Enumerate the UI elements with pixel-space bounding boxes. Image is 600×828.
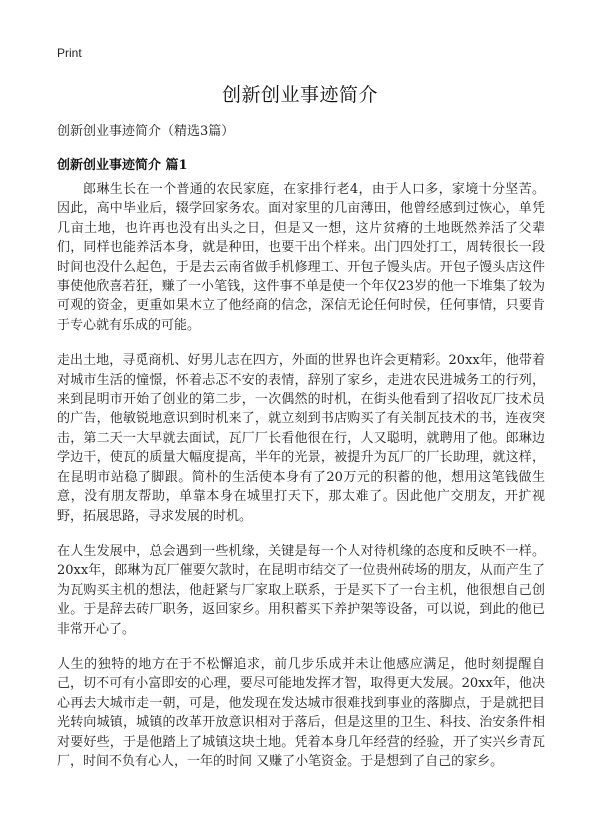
section-heading: 创新创业事迹简介 篇1 (57, 158, 188, 173)
document-title: 创新创业事迹简介 (221, 84, 378, 106)
document-subtitle: 创新创业事迹简介（精选3篇） (57, 124, 235, 139)
paragraph-4: 人生的独特的地方在于不松懈追求，前几步乐成并未让他感应满足，他时刻提醒自己，切不可有小富即安的心理，要尽可能地发挥才智，取得更大发展。20xx年，他决心再去大城市走一朝，可是，他发现在发达城市很难找到事业的落脚点，于是就把目光转向城镇，城镇的改革开放意识相对于落后，但是这里的卫生、科技、治安条件相对要好些，于是他踏上了城镇这块土地。凭着本身几年经营的经验，开了实兴乡青瓦厂，时间不负有心人，一年的时间 又赚了小笔资金。于是想到了自己的家乡。 (57, 656, 545, 769)
paragraph-2: 走出土地，寻觅商机、好男儿志在四方，外面的世界也许会更精彩。20xx年，他带着对城市生活的憧憬，怀着忐忑不安的表情，辞别了家乡，走进农民进城务工的行列，来到昆明市开始了创业的第二步，一次偶然的时机，在街头他看到了招收瓦厂技术员的广告，他敏锐地意识到时机来了，就立刻到书店购买了有关制瓦技术的书，连夜突击，第二天一大早就去面试，瓦厂厂长看他很在行，人又聪明，就聘用了他。郎琳边学边干，使瓦的质量大幅度提高，半年的光景，被提升为瓦厂的厂长助理，就这样，在昆明市站稳了脚跟。简朴的生活使本身有了20万元的积蓄的他，想用这笔钱做生意，没有朋友帮助，单靠本身在城里打天下，那太难了。因此他广交朋友，开扩视野，拓展思路，寻求发展的时机。 (57, 353, 545, 524)
article-body (57, 180, 545, 787)
print-link[interactable]: Print (57, 46, 82, 60)
paragraph-1: 郎琳生长在一个普通的农民家庭，在家排行老4，由于人口多，家境十分坚苦。因此，高中毕业后，辍学回家务农。面对家里的几亩薄田，他曾经感到过恢心，单凭几亩土地，也许再也没有出头之日，但是又一想，这片贫瘠的土地既然养活了父辈们，同样也能养活本身，就是种田，也要干出个样来。出门四处打工，周转很长一段时间也没什么起色，于是去云南省做手机修理工、开包子馒头店。开包子馒头店这件事使他欣喜若狂，赚了一小笔钱，这件事不单是使一个年仅23岁的他一下堆集了较为可观的资金，更重如果木立了他经商的信念，深信无论任何时侯，任何事情，只要肯于专心就有乐成的可能。 (57, 182, 545, 333)
paragraph-3: 在人生发展中，总会遇到一些机缘，关键是每一个人对待机缘的态度和反映不一样。20xx年，郎琳为瓦厂催要欠款时，在昆明市结交了一位贵州砖场的朋友，从而产生了为瓦购买主机的想法，他赶紧与厂家取上联系，于是买下了一台主机，他很想自己创业。于是辞去砖厂职务，返回家乡。用积蓄买下养护架等设备，可以说，到此的他已非常开心了。 (57, 543, 545, 637)
